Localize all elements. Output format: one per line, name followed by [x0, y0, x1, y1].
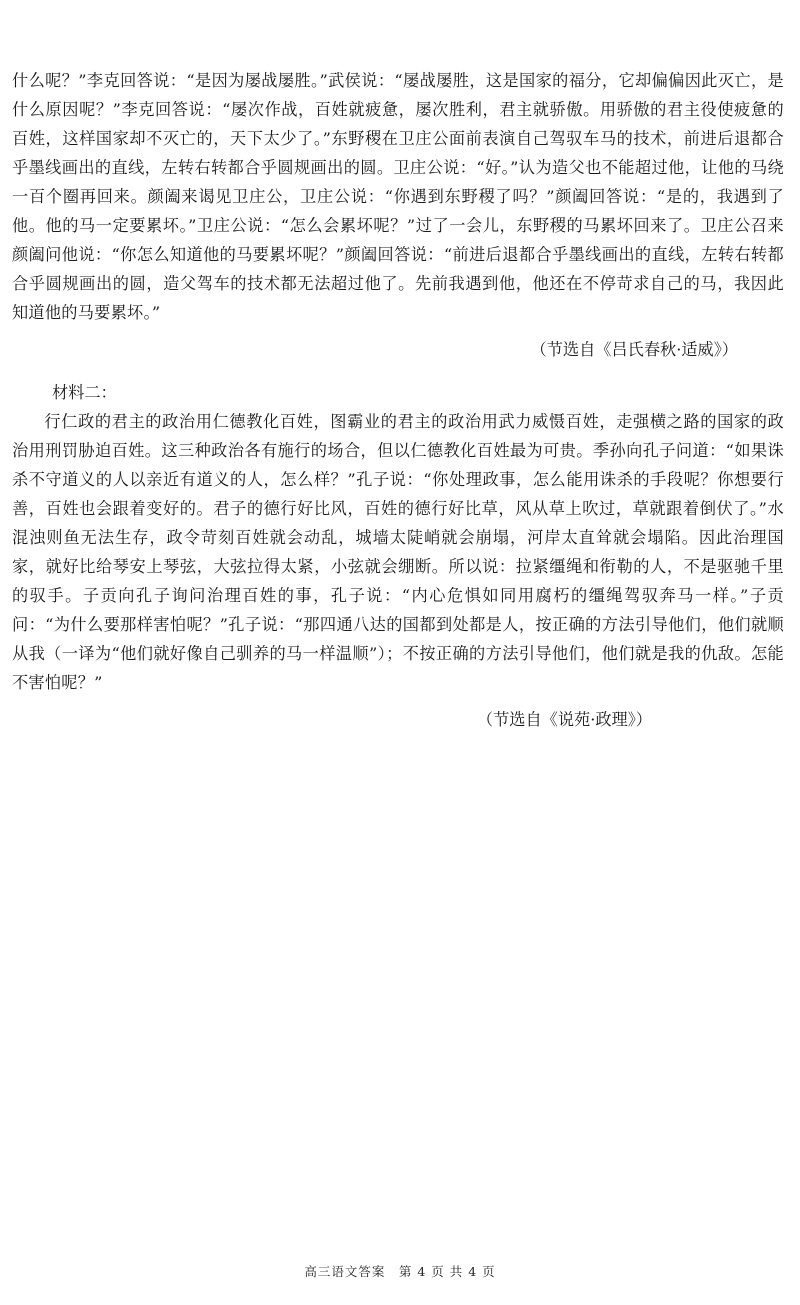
material1-body: 什么呢？”李克回答说：“是因为屡战屡胜。”武侯说：“屡战屡胜，这是国家的福分，它却偏偏因此灭亡，是什么原因呢？”李克回答说：“屡次作战，百姓就疲惫，屡次胜利，君主就骄傲。用骄傲的君主役使疲惫的百姓，这样国家却不灭亡的，天下太少了。”东野稷在卫庄公面前表演自己驾驭车马的技术，前进后退都合乎墨线画出的直线，左转右转都合乎圆规画出的圆。卫庄公说：“好。”认为造父也不能超过他，让他的马绕一百个圈再回来。颜阖来谒见卫庄公，卫庄公说：“你遇到东野稷了吗？”颜阖回答说：“是的，我遇到了他。他的马一定要累坏。”卫庄公说：“怎么会累坏呢？”过了一会儿，东野稷的马累坏回来了。卫庄公召来颜阖问他说：“你怎么知道他的马要累坏呢？”颜阖回答说：“前进后退都合乎墨线画出的直线，左转右转都合乎圆规画出的圆，造父驾车的技术都无法超过他了。先前我遇到他，他还在不停苛求自己的马，我因此知道他的马要累坏。” — [12, 71, 784, 322]
material2-heading: 材料二： — [52, 383, 117, 402]
material1-source: （节选自《吕氏春秋·适威》） — [530, 340, 738, 359]
page-footer: 高三语文答案 第 4 页 共 4 页 — [304, 1264, 496, 1279]
material2-source: （节选自《说苑·政理》） — [476, 710, 652, 729]
answer-page — [12, 66, 784, 734]
material2-body: 行仁政的君主的政治用仁德教化百姓，图霸业的君主的政治用武力威慑百姓，走强横之路的国家的政治用刑罚胁迫百姓。这三种政治各有施行的场合，但以仁德教化百姓最为可贵。季孙向孔子问道：“如果诛杀不守道义的人以亲近有道义的人，怎么样？”孔子说：“你处理政事，怎么能用诛杀的手段呢？你想要行善，百姓也会跟着变好的。君子的德行好比风，百姓的德行好比草，风从草上吹过，草就跟着倒伏了。”水混浊则鱼无法生存，政令苛刻百姓就会动乱，城墙太陡峭就会崩塌，河岸太直耸就会塌陷。因此治理国家，就好比给琴安上琴弦，大弦拉得太紧，小弦就会绷断。所以说：拉紧缰绳和衔勒的人，不是驱驰千里的驭手。子贡向孔子询问治理百姓的事，孔子说：“内心危惧如同用腐朽的缰绳驾驭奔马一样。”子贡问：“为什么要那样害怕呢？”孔子说：“那四通八达的国都到处都是人，按正确的方法引导他们，他们就顺从我（一译为“他们就好像自己驯养的马一样温顺”）；不按正确的方法引导他们，他们就是我的仇敌。怎能不害怕呢？” — [12, 412, 784, 692]
